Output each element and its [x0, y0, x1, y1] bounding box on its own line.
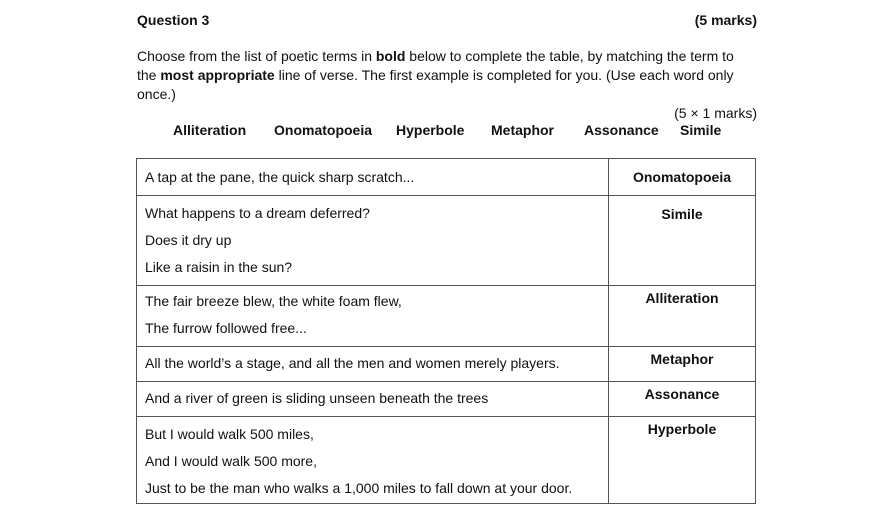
verse-line: The fair breeze blew, the white foam flew,	[145, 293, 402, 309]
question-marks: (5 marks)	[694, 12, 757, 28]
verse-cell	[137, 382, 609, 417]
table-row	[137, 196, 756, 286]
terms-list	[0, 122, 892, 140]
verse-line: Just to be the man who walks a 1,000 miles to fall down at your door.	[145, 480, 573, 496]
verse-line: And a river of green is sliding unseen beneath the trees	[145, 390, 489, 406]
term-cell: Metaphor	[609, 347, 756, 382]
verse-line: A tap at the pane, the quick sharp scratch...	[145, 169, 415, 185]
instructions-sub-marks: (5 × 1 marks)	[674, 105, 757, 121]
instructions-text-2: below to complete the table, by matching the term to the	[137, 48, 734, 83]
term-item: Metaphor	[491, 122, 554, 138]
verse-line: What happens to a dream deferred?	[145, 205, 370, 221]
verse-line: Like a raisin in the sun?	[145, 259, 293, 275]
table-row	[137, 286, 756, 347]
verse-line: But I would walk 500 miles,	[145, 426, 314, 442]
term-cell: Assonance	[609, 382, 756, 417]
table-row	[137, 417, 756, 504]
term-cell: Onomatopoeia	[609, 159, 756, 196]
table-row	[137, 159, 756, 196]
term-item: Onomatopoeia	[274, 122, 373, 138]
verse-cell	[137, 417, 609, 504]
instructions-sub-marks-wrap	[137, 104, 757, 123]
table-row	[137, 347, 756, 382]
verse-line: Does it dry up	[145, 232, 232, 248]
verse-cell	[137, 159, 609, 196]
verse-line: The furrow followed free...	[145, 320, 307, 336]
term-item: Alliteration	[173, 122, 247, 138]
verse-cell	[137, 347, 609, 382]
instructions-text-1: Choose from the list of poetic terms in	[137, 48, 376, 64]
verse-cell	[137, 286, 609, 347]
instructions	[137, 47, 757, 123]
instructions-bold-1: bold	[375, 48, 406, 64]
verse-line: All the world’s a stage, and all the men and women merely players.	[145, 355, 560, 371]
answer-table	[136, 158, 756, 504]
verse-line: And I would walk 500 more,	[145, 453, 317, 469]
term-cell: Alliteration	[609, 286, 756, 347]
verse-cell	[137, 196, 609, 286]
instructions-bold-2: most appropriate	[160, 67, 275, 83]
term-item: Simile	[680, 122, 722, 138]
term-cell: Hyperbole	[609, 417, 756, 504]
term-item: Hyperbole	[396, 122, 465, 138]
term-cell: Simile	[609, 196, 756, 286]
term-item: Assonance	[584, 122, 659, 138]
table-row	[137, 382, 756, 417]
question-header	[137, 12, 757, 32]
question-title: Question 3	[137, 12, 210, 28]
instructions-text-3: line of verse. The first example is completed for you. (Use each word only once.)	[137, 67, 734, 102]
